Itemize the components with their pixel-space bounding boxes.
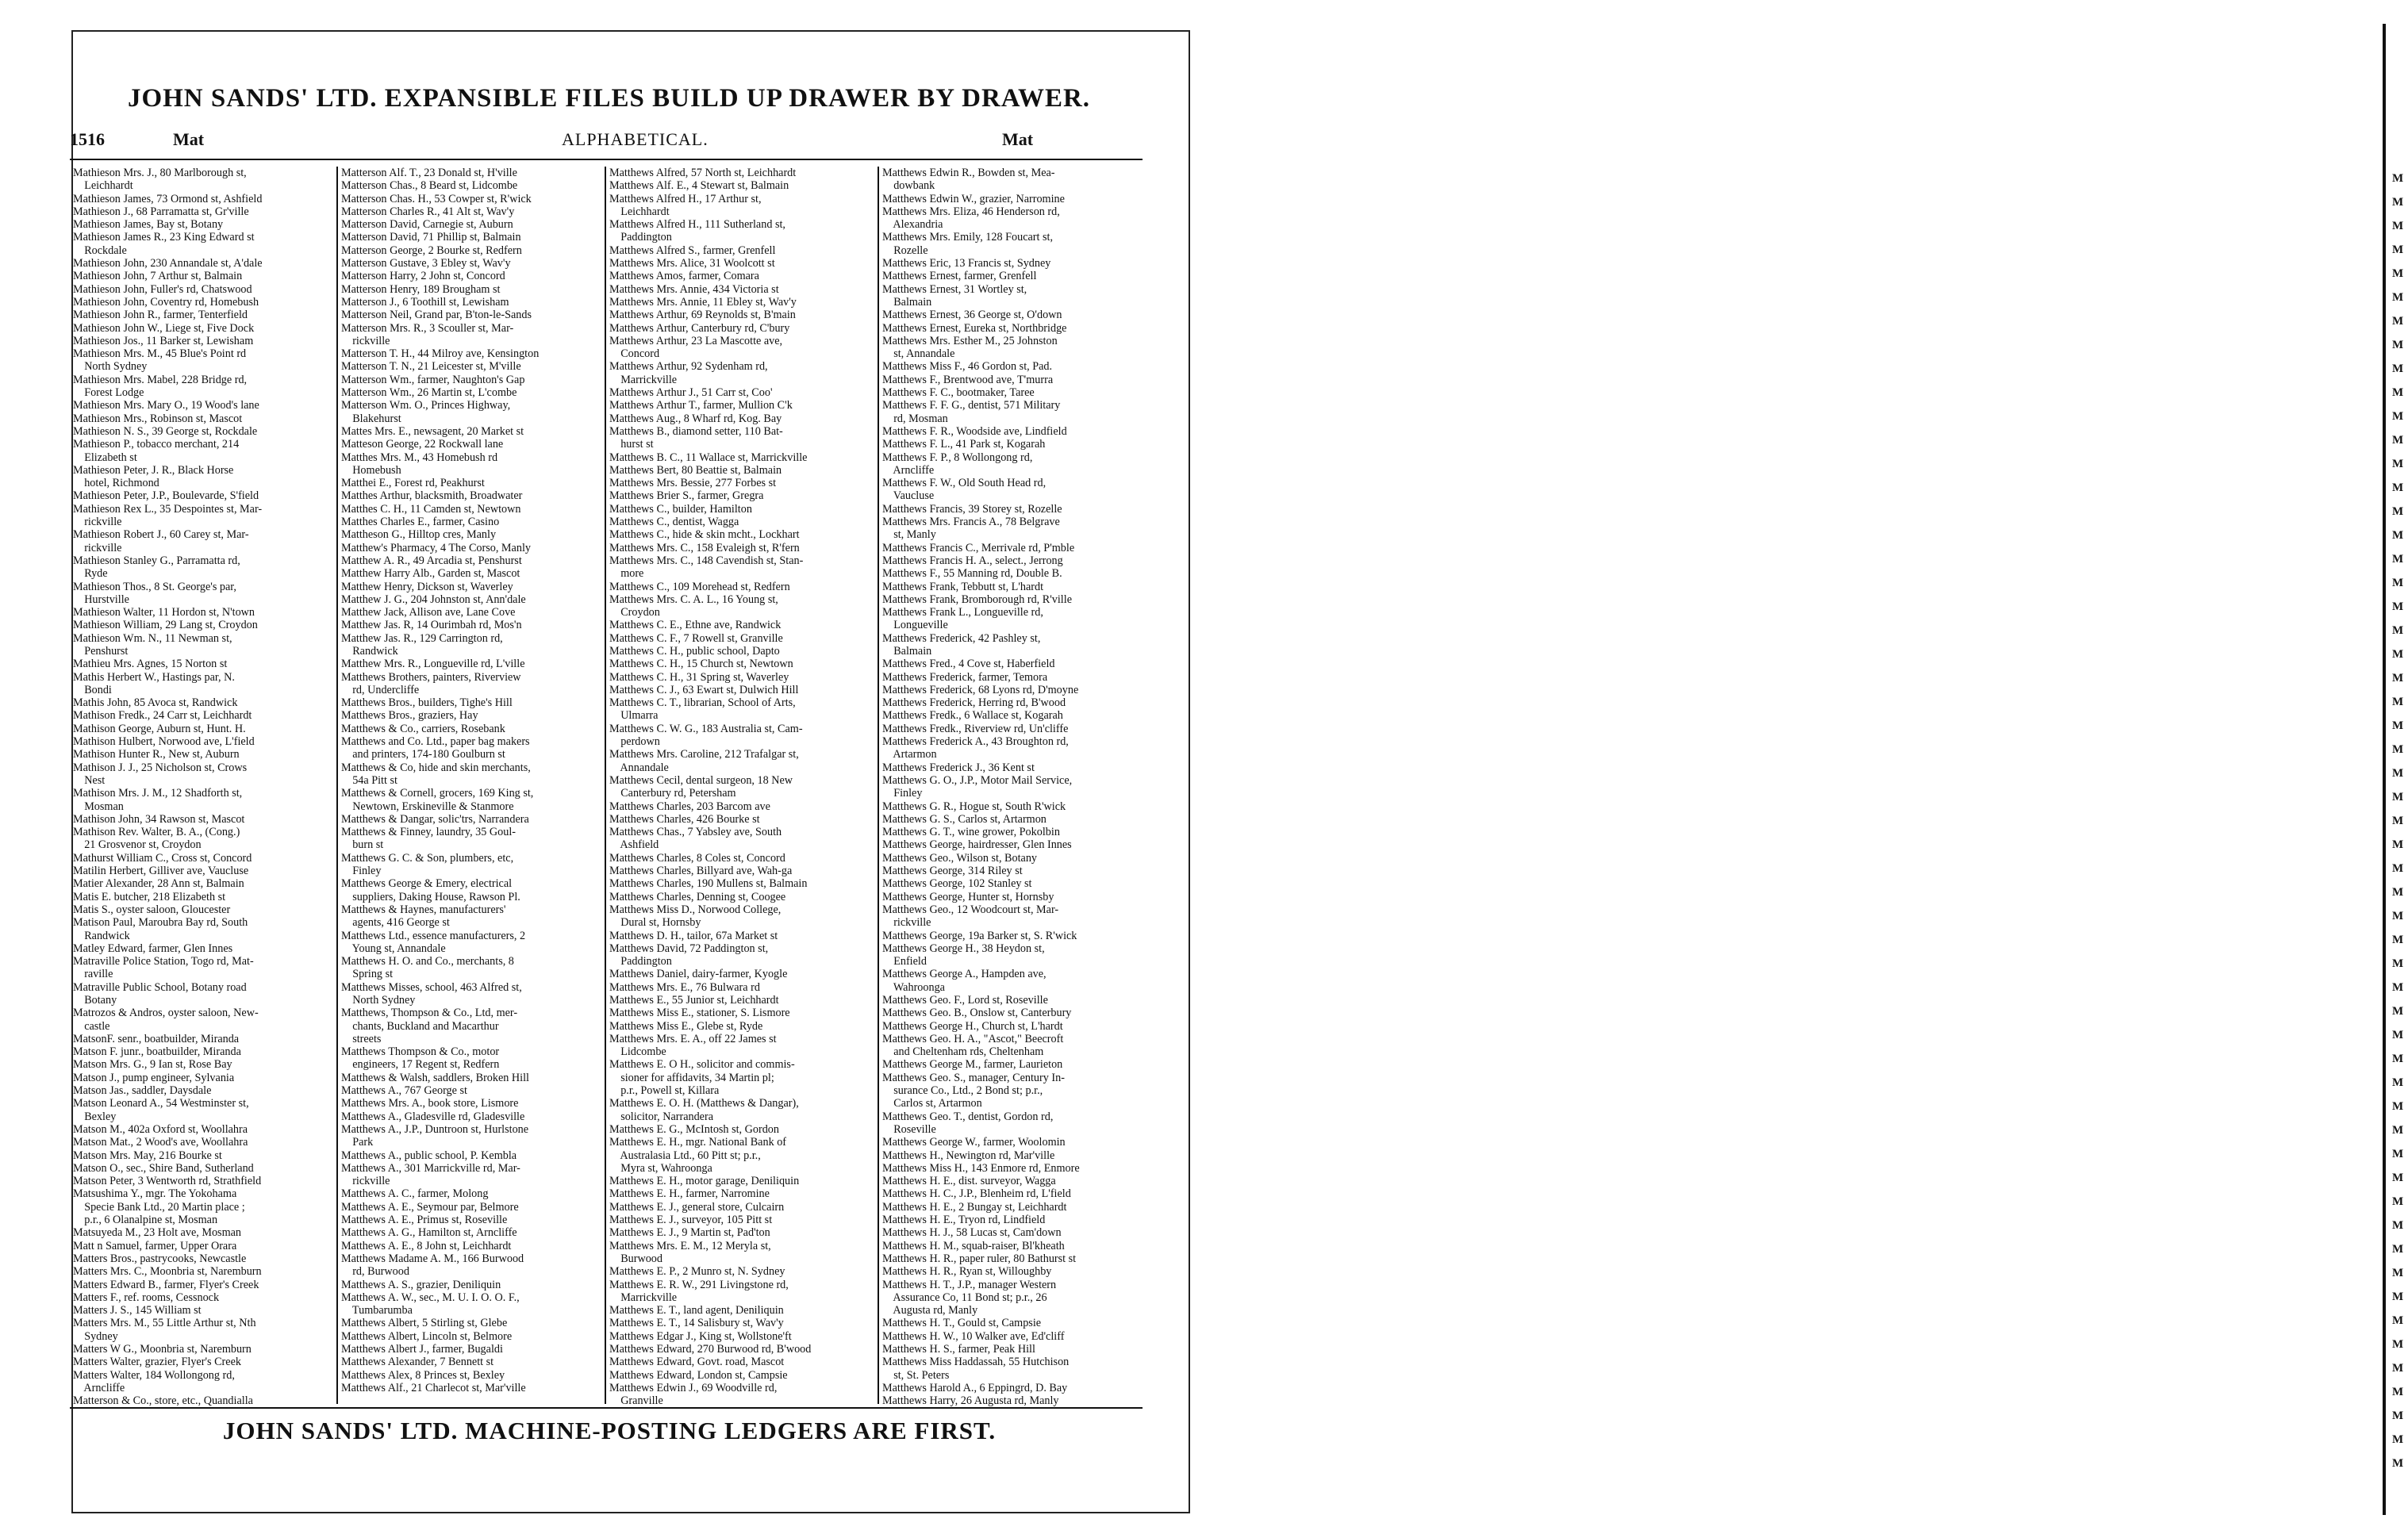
column-4-entries: Matthews Edwin R., Bowden st, Mea- dowbank Matthews Edwin W., grazier, Narromine Matthews Mrs. Eliza, 46 Henderson rd, Alexandria Matthews Mrs. Emily, 128 Foucart st, Rozelle Matthews Eric, 13 Francis st, Sydney Matthews Ernest, farmer, Grenfell Matthews Ernest, 31 Wortley st, Balmain Matthews Ernest, 36 George st, O'down Matthews Ernest, Eureka st, Northbridge Matthews Mrs. Esther M., 25 Johnston st, Annandale Matthews Miss F., 46 Gordon st, Pad. Matthews F., Brentwood ave, T'murra Matthews F. C., bootmaker, Taree Matthews F. F. G., dentist, 571 Military rd, Mosman Matthews F. R., Woodside ave, Lindfield Matthews F. L., 41 Park st, Kogarah Matthews F. P., 8 Wollongong rd, Arncliffe Matthews F. W., Old South Head rd, Vaucluse Matthews Francis, 39 Storey st, Rozelle Matthews Mrs. Francis A., 78 Belgrave st, Manly Matthews Francis C., Merrivale rd, P'mble Matthews Francis H. A., select., Jerrong Matthews F., 55 Manning rd, Double B. Matthews Frank, Tebbutt st, L'hardt Matthews Frank, Bromborough rd, R'ville Matthews Frank L., Longueville rd, Longueville Matthews Frederick, 42 Pashley st, Balmain Matthews Fred., 4 Cove st, Haberfield Matthews Frederick, farmer, Temora Matthews Frederick, 68 Lyons rd, D'moyne Matthews Frederick, Herring rd, B'wood Matthews Fredk., 6 Wallace st, Kogarah Matthews Fredk., Riverview rd, Un'cliffe Matthews Frederick A., 43 Broughton rd, Artarmon Matthews Frederick J., 36 Kent st Matthews G. O., J.P., Motor Mail Service, Finley Matthews G. R., Hogue st, South R'wick Matthews G. S., Carlos st, Artarmon Matthews G. T., wine grower, Pokolbin Matthews George, hairdresser, Glen Innes Matthews Geo., Wilson st, Botany Matthews George, 314 Riley st Matthews George, 102 Stanley st Matthews George, Hunter st, Hornsby Matthews Geo., 12 Woodcourt st, Mar- rickville Matthews George, 19a Barker st, S. R'wick Matthews George H., 38 Heydon st, Enfield Matthews George A., Hampden ave, Wahroonga Matthews Geo. F., Lord st, Roseville Matthews Geo. B., Onslow st, Canterbury Matthews George H., Church st, L'hardt Matthews Geo. H. A., "Ascot," Beecroft and Cheltenham rds, Cheltenham Matthews George M., farmer, Laurieton Matthews Geo. S., manager, Century In- surance Co., Ltd., 2 Bond st; p.r., Carlos st, Artarmon Matthews Geo. T., dentist, Gordon rd, Roseville Matthews George W., farmer, Woolomin Matthews H., Newington rd, Mar'ville Matthews Miss H., 143 Enmore rd, Enmore Matthews H. E., dist. surveyor, Wagga Matthews H. C., J.P., Blenheim rd, L'field Matthews H. E., 2 Bungay st, Leichhardt Matthews H. E., Tryon rd, Lindfield Matthews H. J., 58 Lucas st, Cam'down Matthews H. M., squab-raiser, Bl'kheath Matthews H. R., paper ruler, 80 Bathurst st Matthews H. R., Ryan st, Willoughby Matthews H. T., J.P., manager Western Assurance Co, 11 Bond st; p.r., 26 Augusta rd, Manly Matthews H. T., Gould st, Campsie Matthews H. W., 10 Walker ave, Ed'cliff Matthews H. S., farmer, Peak Hill Matthews Miss Haddassah, 55 Hutchison st, St. Peters Matthews Harold A., 6 Eppingrd, D. Bay Matthews Harry, 26 Augusta rd, Manly: [882, 167, 1080, 1408]
header-section-title: ALPHABETICAL.: [562, 129, 709, 149]
page-number: 1516: [70, 129, 105, 149]
next-page-edge: [1190, 0, 2404, 1538]
column-1-entries: Mathieson Mrs. J., 80 Marlborough st, Leichhardt Mathieson James, 73 Ormond st, Ashfield Mathieson J., 68 Parramatta st, Gr'ville Mathieson James, Bay st, Botany Mathieson James R., 23 King Edward st Rockdale Mathieson John, 230 Annandale st, A'dale Mathieson John, 7 Arthur st, Balmain Mathieson John, Fuller's rd, Chatswood Mathieson John, Coventry rd, Homebush Mathieson John R., farmer, Tenterfield Mathieson John W., Liege st, Five Dock Mathieson Jos., 11 Barker st, Lewisham Mathieson Mrs. M., 45 Blue's Point rd North Sydney Mathieson Mrs. Mabel, 228 Bridge rd, Forest Lodge Mathieson Mrs. Mary O., 19 Wood's lane Mathieson Mrs., Robinson st, Mascot Mathieson N. S., 39 George st, Rockdale Mathieson P., tobacco merchant, 214 Elizabeth st Mathieson Peter, J. R., Black Horse hotel, Richmond Mathieson Peter, J.P., Boulevarde, S'field Mathieson Rex L., 35 Despointes st, Mar- rickville Mathieson Robert J., 60 Carey st, Mar- rickville Mathieson Stanley G., Parramatta rd, Ryde Mathieson Thos., 8 St. George's par, Hurstville Mathieson Walter, 11 Hordon st, N'town Mathieson William, 29 Lang st, Croydon Mathieson Wm. N., 11 Newman st, Penshurst Mathieu Mrs. Agnes, 15 Norton st Mathis Herbert W., Hastings par, N. Bondi Mathis John, 85 Avoca st, Randwick Mathison Fredk., 24 Carr st, Leichhardt Mathison George, Auburn st, Hunt. H. Mathison Hulbert, Norwood ave, L'field Mathison Hunter R., New st, Auburn Mathison J. J., 25 Nicholson st, Crows Nest Mathison Mrs. J. M., 12 Shadforth st, Mosman Mathison John, 34 Rawson st, Mascot Mathison Rev. Walter, B. A., (Cong.) 21 Grosvenor st, Croydon Mathurst William C., Cross st, Concord Matilin Herbert, Gilliver ave, Vaucluse Matier Alexander, 28 Ann st, Balmain Matis E. butcher, 218 Elizabeth st Matis S., oyster saloon, Gloucester Matison Paul, Maroubra Bay rd, South Randwick Matley Edward, farmer, Glen Innes Matraville Police Station, Togo rd, Mat- raville Matraville Public School, Botany road Botany Matrozos & Andros, oyster saloon, New- castle MatsonF. senr., boatbuilder, Miranda Matson F. junr., boatbuilder, Miranda Matson Mrs. G., 9 Ian st, Rose Bay Matson J., pump engineer, Sylvania Matson Jas., saddler, Daysdale Matson Leonard A., 54 Westminster st, Bexley Matson M., 402a Oxford st, Woollahra Matson Mat., 2 Wood's ave, Woollahra Matson Mrs. May, 216 Bourke st Matson O., sec., Shire Band, Sutherland Matson Peter, 3 Wentworth rd, Strathfield Matsushima Y., mgr. The Yokohama Specie Bank Ltd., 20 Martin place ; p.r., 6 Olanalpine st, Mosman Matsuyeda M., 23 Holt ave, Mosman Matt n Samuel, farmer, Upper Orara Matters Bros., pastrycooks, Newcastle Matters Mrs. C., Moonbria st, Naremburn Matters Edward B., farmer, Flyer's Creek Matters F., ref. rooms, Cessnock Matters J. S., 145 William st Matters Mrs. M., 55 Little Arthur st, Nth Sydney Matters W G., Moonbria st, Naremburn Matters Walter, grazier, Flyer's Creek Matters Walter, 184 Wollongong rd, Arncliffe Matterson & Co., store, etc., Quandialla: [73, 167, 263, 1408]
footer-rule: [70, 1407, 1143, 1409]
header-left-guide-word: Mat: [173, 129, 205, 149]
directory-column-1: [73, 167, 332, 1408]
directory-column-4: [882, 167, 1144, 1408]
top-advert-banner: JOHN SANDS' LTD. EXPANSIBLE FILES BUILD UP DRAWER BY DRAWER.: [127, 84, 1091, 113]
next-page-edge-letters: M M M M M M M M M M M M M M M M M M M M M M M M M M M M M M M M M M M M M M M M M M M M M M M M M M M M M M M: [2392, 172, 2404, 1470]
column-divider-2: [605, 167, 606, 1404]
bottom-advert-banner: JOHN SANDS' LTD. MACHINE-POSTING LEDGERS ARE FIRST.: [222, 1417, 997, 1444]
page-header: [70, 129, 1145, 153]
column-2-entries: Matterson Alf. T., 23 Donald st, H'ville Matterson Chas., 8 Beard st, Lidcombe Matterson Chas. H., 53 Cowper st, R'wick Matterson Charles R., 41 Alt st, Wav'y Matterson David, Carnegie st, Auburn Matterson David, 71 Phillip st, Balmain Matterson George, 2 Bourke st, Redfern Matterson Gustave, 3 Ebley st, Wav'y Matterson Harry, 2 John st, Concord Matterson Henry, 189 Brougham st Matterson J., 6 Toothill st, Lewisham Matterson Neil, Grand par, B'ton-le-Sands Matterson Mrs. R., 3 Scouller st, Mar- rickville Matterson T. H., 44 Milroy ave, Kensington Matterson T. N., 21 Leicester st, M'ville Matterson Wm., farmer, Naughton's Gap Matterson Wm., 26 Martin st, L'combe Matterson Wm. O., Princes Highway, Blakehurst Mattes Mrs. E., newsagent, 20 Market st Matteson George, 22 Rockwall lane Matthes Mrs. M., 43 Homebush rd Homebush Matthei E., Forest rd, Peakhurst Matthes Arthur, blacksmith, Broadwater Matthes C. H., 11 Camden st, Newtown Matthes Charles E., farmer, Casino Mattheson G., Hilltop cres, Manly Matthew's Pharmacy, 4 The Corso, Manly Matthew A. R., 49 Arcadia st, Penshurst Matthew Harry Alb., Garden st, Mascot Matthew Henry, Dickson st, Waverley Matthew J. G., 204 Johnston st, Ann'dale Matthew Jack, Allison ave, Lane Cove Matthew Jas. R, 14 Ourimbah rd, Mos'n Matthew Jas. R., 129 Carrington rd, Randwick Matthew Mrs. R., Longueville rd, L'ville Matthews Brothers, painters, Riverview rd, Undercliffe Matthews Bros., builders, Tighe's Hill Matthews Bros., graziers, Hay Matthews & Co., carriers, Rosebank Matthews and Co. Ltd., paper bag makers and printers, 174-180 Goulburn st Matthews & Co, hide and skin merchants, 54a Pitt st Matthews & Cornell, grocers, 169 King st, Newtown, Erskineville & Stanmore Matthews & Dangar, solic'trs, Narrandera Matthews & Finney, laundry, 35 Goul- burn st Matthews G. C. & Son, plumbers, etc, Finley Matthews George & Emery, electrical suppliers, Daking House, Rawson Pl. Matthews & Haynes, manufacturers' agents, 416 George st Matthews Ltd., essence manufacturers, 2 Young st, Annandale Matthews H. O. and Co., merchants, 8 Spring st Matthews Misses, school, 463 Alfred st, North Sydney Matthews, Thompson & Co., Ltd, mer- chants, Buckland and Macarthur streets Matthews Thompson & Co., motor engineers, 17 Regent st, Redfern Matthews & Walsh, saddlers, Broken Hill Matthews A., 767 George st Matthews Mrs. A., book store, Lismore Matthews A., Gladesville rd, Gladesville Matthews A., J.P., Duntroon st, Hurlstone Park Matthews A., public school, P. Kembla Matthews A., 301 Marrickville rd, Mar- rickville Matthews A. C., farmer, Molong Matthews A. E., Seymour par, Belmore Matthews A. E., Primus st, Roseville Matthews A. G., Hamilton st, Arncliffe Matthews A. E., 8 John st, Leichhardt Matthews Madame A. M., 166 Burwood rd, Burwood Matthews A. S., grazier, Deniliquin Matthews A. W., sec., M. U. I. O. O. F., Tumbarumba Matthews Albert, 5 Stirling st, Glebe Matthews Albert, Lincoln st, Belmore Matthews Albert J., farmer, Bugaldi Matthews Alexander, 7 Bennett st Matthews Alex, 8 Princes st, Bexley Matthews Alf., 21 Charlecot st, Mar'ville: [341, 167, 540, 1394]
next-page-border: [2383, 24, 2386, 1515]
directory-column-2: [341, 167, 600, 1394]
column-divider-1: [336, 167, 338, 1404]
header-rule: [70, 159, 1143, 160]
column-divider-3: [878, 167, 879, 1404]
column-3-entries: Matthews Alfred, 57 North st, Leichhardt Matthews Alf. E., 4 Stewart st, Balmain Matthews Alfred H., 17 Arthur st, Leichhardt Matthews Alfred H., 111 Sutherland st, Paddington Matthews Alfred S., farmer, Grenfell Matthews Mrs. Alice, 31 Woolcott st Matthews Amos, farmer, Comara Matthews Mrs. Annie, 434 Victoria st Matthews Mrs. Annie, 11 Ebley st, Wav'y Matthews Arthur, 69 Reynolds st, B'main Matthews Arthur, Canterbury rd, C'bury Matthews Arthur, 23 La Mascotte ave, Concord Matthews Arthur, 92 Sydenham rd, Marrickville Matthews Arthur J., 51 Carr st, Coo' Matthews Arthur T., farmer, Mullion C'k Matthews Aug., 8 Wharf rd, Kog. Bay Matthews B., diamond setter, 110 Bat- hurst st Matthews B. C., 11 Wallace st, Marrickville Matthews Bert, 80 Beattie st, Balmain Matthews Mrs. Bessie, 277 Forbes st Matthews Brier S., farmer, Gregra Matthews C., builder, Hamilton Matthews C., dentist, Wagga Matthews C., hide & skin mcht., Lockhart Matthews Mrs. C., 158 Evaleigh st, R'fern Matthews Mrs. C., 148 Cavendish st, Stan- more Matthews C., 109 Morehead st, Redfern Matthews Mrs. C. A. L., 16 Young st, Croydon Matthews C. E., Ethne ave, Randwick Matthews C. F., 7 Rowell st, Granville Matthews C. H., public school, Dapto Matthews C. H., 15 Church st, Newtown Matthews C. H., 31 Spring st, Waverley Matthews C. J., 63 Ewart st, Dulwich Hill Matthews C. T., librarian, School of Arts, Ulmarra Matthews C. W. G., 183 Australia st, Cam- perdown Matthews Mrs. Caroline, 212 Trafalgar st, Annandale Matthews Cecil, dental surgeon, 18 New Canterbury rd, Petersham Matthews Charles, 203 Barcom ave Matthews Charles, 426 Bourke st Matthews Chas., 7 Yabsley ave, South Ashfield Matthews Charles, 8 Coles st, Concord Matthews Charles, Billyard ave, Wah-ga Matthews Charles, 190 Mullens st, Balmain Matthews Charles, Denning st, Coogee Matthews Miss D., Norwood College, Dural st, Hornsby Matthews D. H., tailor, 67a Market st Matthews David, 72 Paddington st, Paddington Matthews Daniel, dairy-farmer, Kyogle Matthews Mrs. E., 76 Bulwara rd Matthews E., 55 Junior st, Leichhardt Matthews Miss E., stationer, S. Lismore Matthews Miss E., Glebe st, Ryde Matthews Mrs. E. A., off 22 James st Lidcombe Matthews E. O H., solicitor and commis- sioner for affidavits, 34 Martin pl; p.r., Powell st, Killara Matthews E. O. H. (Matthews & Dangar), solicitor, Narrandera Matthews E. G., McIntosh st, Gordon Matthews E. H., mgr. National Bank of Australasia Ltd., 60 Pitt st; p.r., Myra st, Wahroonga Matthews E. H., motor garage, Deniliquin Matthews E. H., farmer, Narromine Matthews E. J., general store, Culcairn Matthews E. J., surveyor, 105 Pitt st Matthews E. J., 9 Martin st, Pad'ton Matthews Mrs. E. M., 12 Meryla st, Burwood Matthews E. P., 2 Munro st, N. Sydney Matthews E. R. W., 291 Livingstone rd, Marrickville Matthews E. T., land agent, Deniliquin Matthews E. T., 14 Salisbury st, Wav'y Matthews Edgar J., King st, Wollstone'ft Matthews Edward, 270 Burwood rd, B'wood Matthews Edward, Govt. road, Mascot Matthews Edward, London st, Campsie Matthews Edwin J., 69 Woodville rd, Granville: [609, 167, 812, 1408]
header-right-guide-word: Mat: [1002, 129, 1034, 149]
directory-column-3: [609, 167, 871, 1408]
